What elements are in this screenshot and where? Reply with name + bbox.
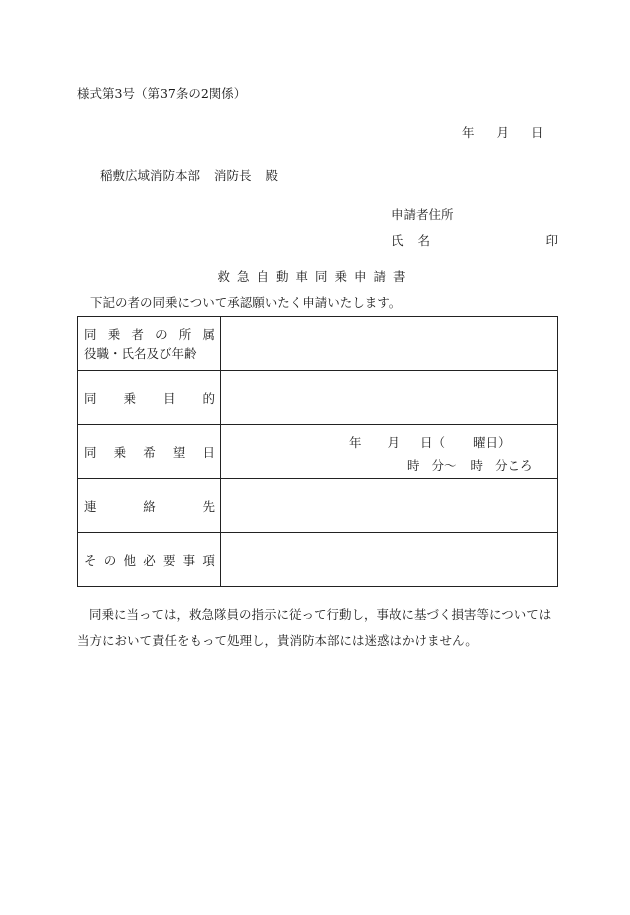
label-char: 他 [123,552,136,568]
time-minute1-label: 分～ [431,458,457,473]
applicant-name-label-1: 氏 [391,233,404,248]
label-char: 日 [202,444,215,460]
label-char: 所 [178,326,192,342]
application-date [462,123,544,141]
applicant-address-label: 申請者住所 [391,207,454,222]
applicant-name-line [391,231,558,249]
addressee-title: 消防長 [214,168,252,183]
input-cell-other-matters[interactable] [221,533,558,587]
label-char: 乗 [123,390,136,406]
input-cell-contact[interactable] [221,479,558,533]
addressee-honorific: 殿 [265,168,279,183]
desired-time-line [407,456,533,474]
label-cell-contact [78,479,221,533]
label-char: 先 [202,498,215,514]
label-cell-desired-date [78,425,221,479]
label-char: の [103,552,117,568]
label-char: 同 [84,390,97,406]
seal-mark: 印 [545,233,558,248]
input-cell-desired-date[interactable] [221,425,558,479]
label-char: 同 [84,444,97,460]
desired-month-label: 月 [387,435,401,450]
label-char: 連 [84,498,97,514]
label-char: そ [84,552,97,568]
label-cell-purpose [78,371,221,425]
table-row [78,425,558,479]
label-char: 同 [84,326,97,342]
label-char: 項 [202,552,215,568]
input-cell-affiliation[interactable] [221,317,558,371]
label-char: 望 [172,444,186,460]
label-char: 的 [202,390,215,406]
addressee [100,166,278,184]
desired-weekday-label: 曜日） [473,435,511,450]
time-minute2-label: 分ころ [495,458,533,473]
desired-day-label: 日（ [420,435,446,450]
date-month-label: 月 [496,125,510,140]
desired-date-line [349,433,511,451]
table-row [78,371,558,425]
desired-year-label: 年 [349,435,362,450]
label-char: 希 [143,444,156,460]
label-char: 必 [143,552,156,568]
form-number: 様式第3号（第37条の2関係） [77,86,247,101]
label-char: 乗 [107,326,121,342]
label-char: 要 [162,552,176,568]
time-hour2-label: 時 [470,458,484,473]
label-char: 絡 [143,498,156,514]
input-cell-purpose[interactable] [221,371,558,425]
label-line2: 役職・氏名及び年齢 [84,345,197,361]
label-char: の [155,326,168,342]
intro-text: 下記の者の同乗について承認願いたく申請いたします。 [90,295,402,310]
liability-note: 同乗に当っては，救急隊員の指示に従って行動し，事故に基づく損害等については当方において責任をもって処理し，貴消防本部には迷惑はかけません。 [77,607,552,648]
time-hour1-label: 時 [407,458,420,473]
date-year-label: 年 [462,125,475,140]
label-char: 属 [202,326,215,342]
table-row [78,317,558,371]
applicant-name-label-2: 名 [417,233,431,248]
addressee-org: 稲敷広域消防本部 [100,168,201,183]
label-char: 者 [131,326,144,342]
table-row [78,479,558,533]
date-day-label: 日 [531,125,544,140]
label-char: 乗 [113,444,127,460]
application-form-table [77,316,558,587]
label-cell-other-matters [78,533,221,587]
label-cell-affiliation [78,317,221,371]
label-char: 目 [162,390,176,406]
document-title: 救急自動車同乗申請書 [217,269,413,284]
label-char: 事 [182,552,196,568]
table-row [78,533,558,587]
